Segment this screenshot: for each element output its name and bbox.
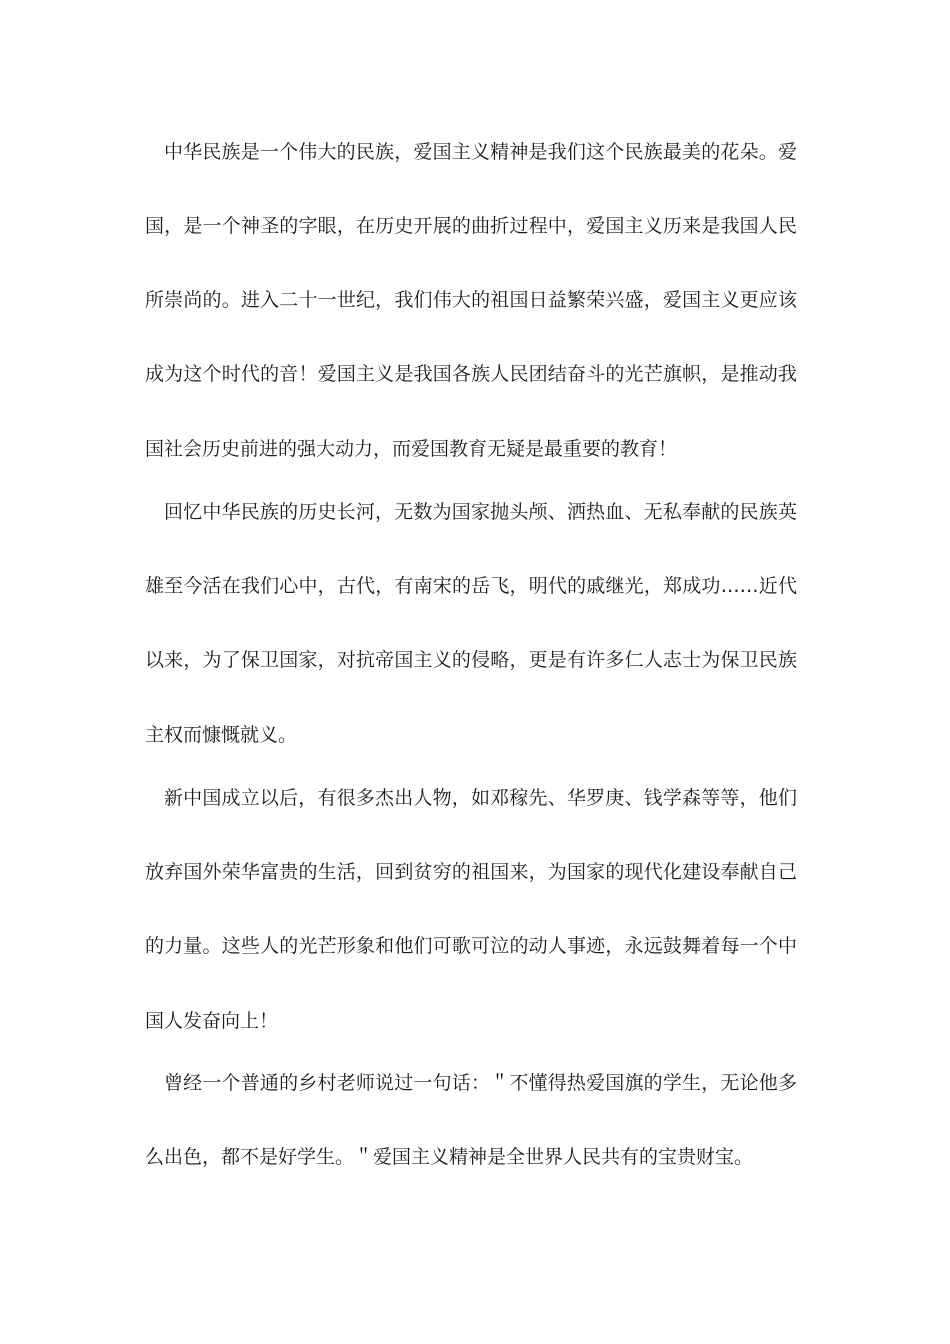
paragraph-1-line-4: 成为这个时代的音！爱国主义是我国各族人民团结奋斗的光芒旗帜，是推动我 <box>145 363 797 385</box>
paragraph-1-line-2: 国，是一个神圣的字眼，在历史开展的曲折过程中，爱国主义历来是我国人民 <box>145 215 797 237</box>
paragraph-1-line-1: 中华民族是一个伟大的民族，爱国主义精神是我们这个民族最美的花朵。爱 <box>164 141 797 163</box>
paragraph-2-line-4: 主权而慷慨就义。 <box>145 724 298 746</box>
paragraph-2-line-3: 以来，为了保卫国家，对抗帝国主义的侵略，更是有许多仁人志士为保卫民族 <box>145 649 797 671</box>
paragraph-4-line-2: 么出色，都不是好学生。＂爱国主义精神是全世界人民共有的宝贵财宝。 <box>145 1146 754 1168</box>
paragraph-4-line-1: 曾经一个普通的乡村老师说过一句话：＂不懂得热爱国旗的学生，无论他多 <box>164 1072 797 1094</box>
paragraph-2-line-2: 雄至今活在我们心中，古代，有南宋的岳飞，明代的戚继光，郑成功……近代 <box>145 575 797 597</box>
paragraph-1-line-5: 国社会历史前进的强大动力，而爱国教育无疑是最重要的教育！ <box>145 438 678 460</box>
paragraph-3-line-2: 放弃国外荣华富贵的生活，回到贫穷的祖国来，为国家的现代化建设奉献自己 <box>145 861 797 883</box>
paragraph-3-line-1: 新中国成立以后，有很多杰出人物，如邓稼先、华罗庚、钱学森等等，他们 <box>164 787 797 809</box>
paragraph-1-line-3: 所崇尚的。进入二十一世纪，我们伟大的祖国日益繁荣兴盛，爱国主义更应该 <box>145 289 797 311</box>
paragraph-2-line-1: 回忆中华民族的历史长河，无数为国家抛头颅、洒热血、无私奉献的民族英 <box>164 501 797 523</box>
paragraph-3-line-3: 的力量。这些人的光芒形象和他们可歌可泣的动人事迹，永远鼓舞着每一个中 <box>145 935 797 957</box>
paragraph-3-line-4: 国人发奋向上！ <box>145 1010 279 1032</box>
